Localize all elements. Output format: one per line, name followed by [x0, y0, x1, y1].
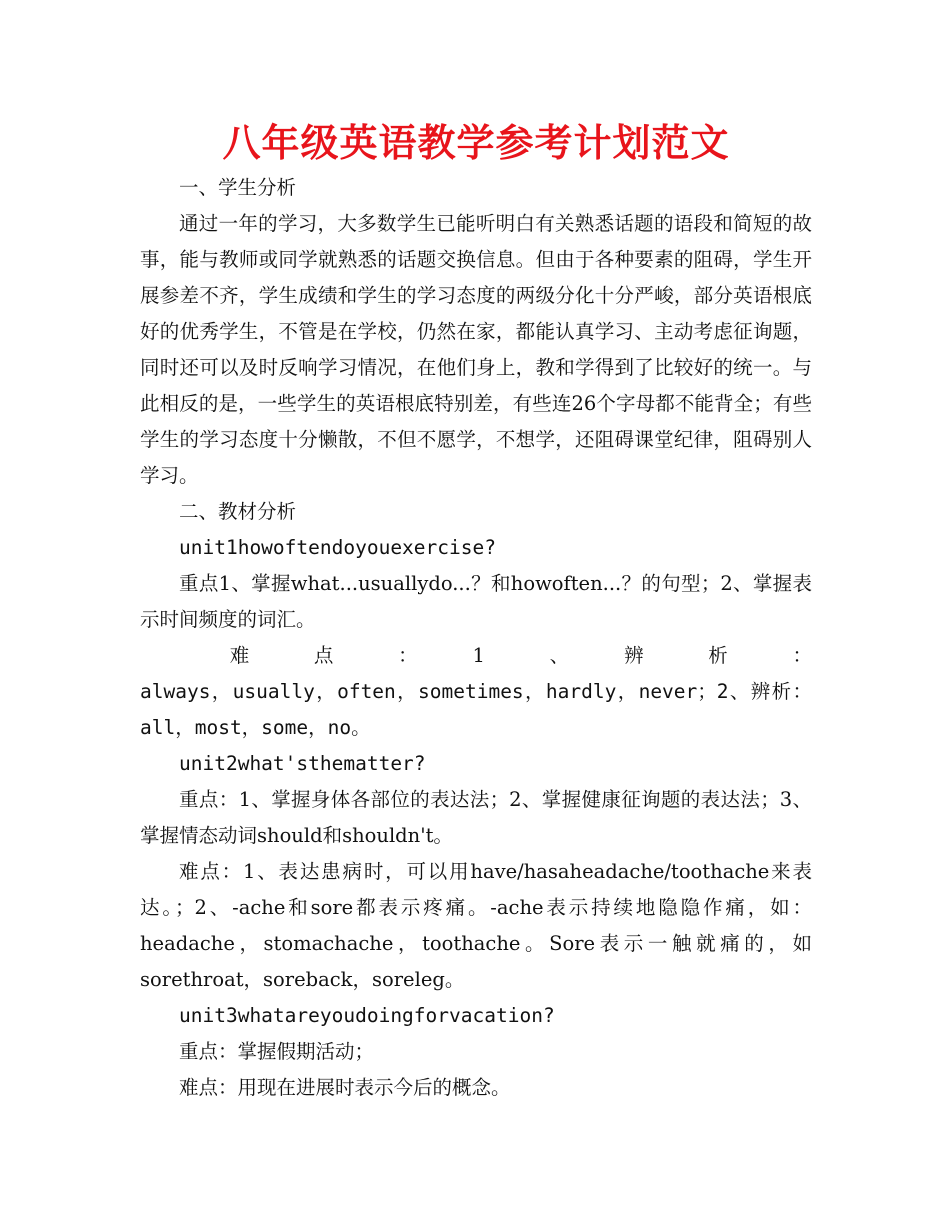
unit3-key-points: 重点：掌握假期活动；	[179, 1040, 375, 1063]
section-heading-student-analysis: 一、学生分析	[179, 176, 297, 199]
unit2-key-points: 重点：1、掌握身体各部位的表达法；2、掌握健康征询题的表达法；3、掌握情态动词should和shouldn't。	[140, 788, 812, 847]
unit3-difficulties: 难点：用现在进展时表示今后的概念。	[179, 1076, 511, 1099]
unit3-title: unit3whatareyoudoingforvacation?	[179, 1004, 555, 1027]
document-title: 八年级英语教学参考计划范文	[222, 121, 730, 165]
unit1-difficulties: always，usually，often，sometimes，hardly，never；2、辨析：all，most，some，no。	[140, 680, 812, 739]
unit1-difficulties-heading: 难 点 ： 1 、 辨 析 ：	[229, 644, 812, 667]
unit1-title: unit1howoftendoyouexercise?	[179, 536, 496, 559]
unit2-title: unit2what'sthematter?	[179, 752, 426, 775]
document-page	[140, 118, 812, 1106]
section-heading-textbook-analysis: 二、教材分析	[179, 500, 297, 523]
unit1-key-points: 重点1、掌握what...usuallydo...？和howoften...？的句型；2、掌握表示时间频度的词汇。	[140, 572, 812, 631]
unit2-difficulties: 难点：1、表达患病时，可以用have/hasaheadache/toothache来表达。；2、-ache和sore都表示疼痛。-ache表示持续地隐隐作痛，如：headache，stomachache，toothache。Sore表示一触就痛的，如sorethroat，soreback，soreleg。	[140, 860, 812, 991]
paragraph-student-analysis: 通过一年的学习，大多数学生已能听明白有关熟悉话题的语段和简短的故事，能与教师或同学就熟悉的话题交换信息。但由于各种要素的阻碍，学生开展参差不齐，学生成绩和学生的学习态度的两级分化十分严峻，部分英语根底好的优秀学生，不管是在学校，仍然在家，都能认真学习、主动考虑征询题，同时还可以及时反响学习情况，在他们身上，教和学得到了比较好的统一。与此相反的是，一些学生的英语根底特别差，有些连26个字母都不能背全；有些学生的学习态度十分懒散，不但不愿学，不想学，还阻碍课堂纪律，阻碍别人学习。	[140, 212, 812, 487]
